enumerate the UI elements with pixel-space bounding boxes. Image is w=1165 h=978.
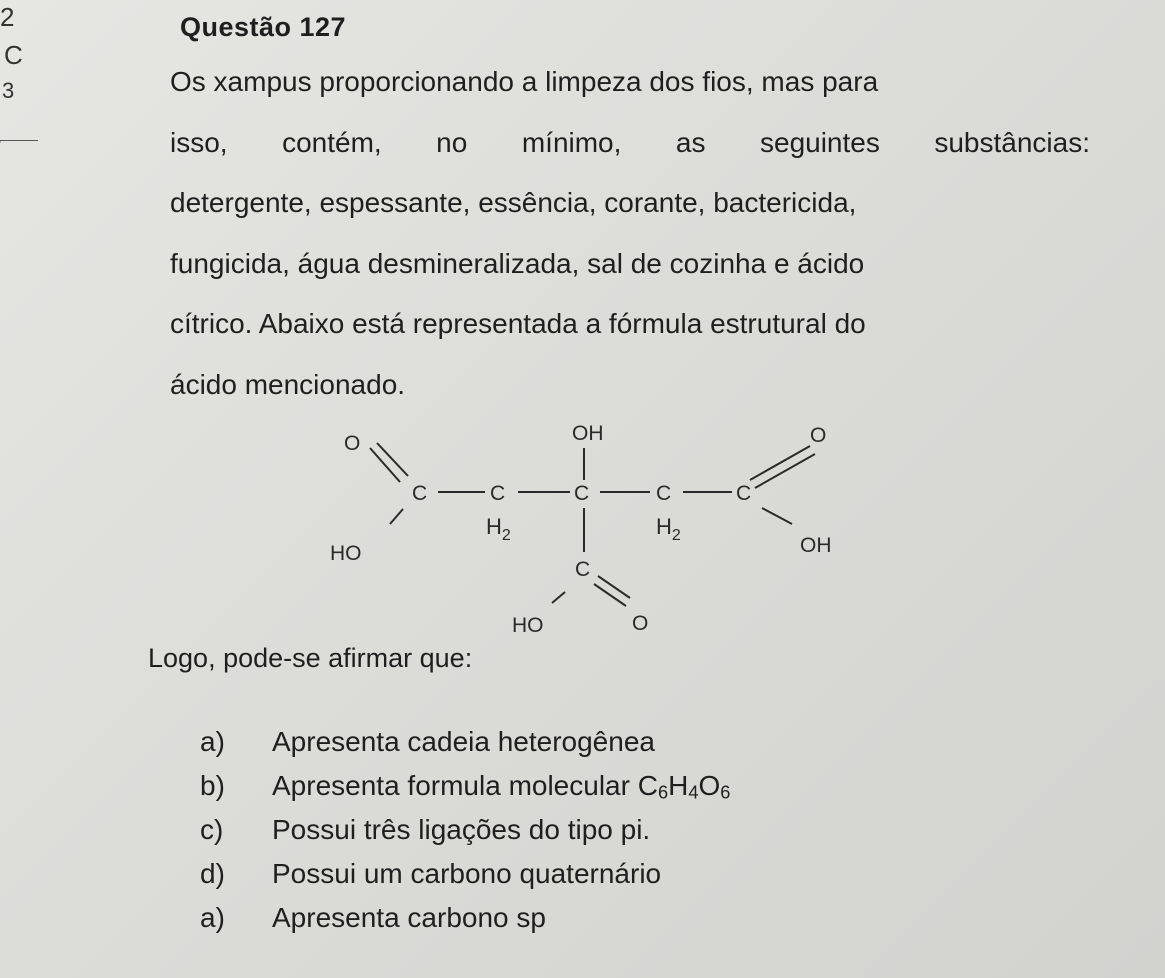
formula-h-count: 4 xyxy=(688,782,699,803)
formula-c-count: 6 xyxy=(657,782,669,803)
option-b[interactable] xyxy=(200,764,730,808)
atom-oh-right: OH xyxy=(800,534,832,557)
atom-h2-right xyxy=(656,514,681,544)
margin-mark-3: 3 xyxy=(2,78,15,103)
margin-mark-2: 2 xyxy=(0,2,15,32)
margin-mark-c: C xyxy=(4,40,23,70)
option-letter: c) xyxy=(200,814,224,845)
option-text: Possui um carbono quaternário xyxy=(272,858,662,889)
question-lead: Logo, pode-se afirmar que: xyxy=(148,643,473,673)
atom-h2-left xyxy=(486,514,511,544)
question-title: Questão 127 xyxy=(180,12,347,42)
h2-left-letter: H xyxy=(486,514,502,539)
paragraph-line: cítrico. Abaixo está representada a fórmula estrutural do xyxy=(170,308,866,339)
option-text: Apresenta carbono sp xyxy=(272,902,546,933)
atom-c4: C xyxy=(656,482,672,505)
atom-c5: C xyxy=(736,482,752,505)
margin-rule xyxy=(0,140,38,141)
option-letter: a) xyxy=(200,902,225,933)
paragraph-line: ácido mencionado. xyxy=(170,368,406,400)
atom-oh-top: OH xyxy=(572,422,604,445)
h2-right-subscript: 2 xyxy=(671,527,681,544)
formula-o-count: 6 xyxy=(720,782,731,803)
option-a[interactable] xyxy=(200,720,730,764)
option-text: Possui três ligações do tipo pi. xyxy=(272,814,651,845)
paragraph-line: Os xampus proporcionando a limpeza dos fios, mas para xyxy=(170,66,879,97)
option-letter: a) xyxy=(200,726,225,757)
paragraph-line: detergente, espessante, essência, corante, bactericida, xyxy=(170,187,857,218)
citric-acid-structure xyxy=(300,400,900,650)
option-text: Apresenta formula molecular xyxy=(272,770,638,801)
margin-curve xyxy=(0,140,1,240)
paragraph-line: isso, contém, no mínimo, as seguintes substâncias: xyxy=(170,126,1090,158)
paragraph-line: fungicida, água desmineralizada, sal de cozinha e ácido xyxy=(170,247,865,279)
atom-c6: C xyxy=(575,558,591,581)
h2-right-letter: H xyxy=(656,514,672,539)
option-c[interactable] xyxy=(200,808,730,852)
option-d[interactable] xyxy=(200,852,730,896)
option-e[interactable] xyxy=(200,896,730,940)
atom-c1: C xyxy=(412,482,428,505)
bond-lines xyxy=(370,443,815,606)
option-letter: b) xyxy=(200,770,225,801)
molecular-formula xyxy=(638,770,731,801)
atom-c2: C xyxy=(490,482,506,505)
atom-c3: C xyxy=(574,482,590,505)
atom-ho-left: HO xyxy=(330,542,362,565)
answer-options xyxy=(200,720,730,940)
option-letter: d) xyxy=(200,858,225,889)
formula-c: C xyxy=(637,770,658,801)
atom-o-bottom: O xyxy=(632,612,649,635)
option-text: Apresenta cadeia heterogênea xyxy=(272,726,655,757)
formula-o: O xyxy=(698,770,721,801)
atom-o-top-left: O xyxy=(344,432,361,455)
question-paragraph xyxy=(170,52,1090,415)
h2-left-subscript: 2 xyxy=(501,527,511,544)
formula-h: H xyxy=(668,770,689,801)
atom-o-top-right: O xyxy=(810,424,827,447)
atom-ho-bottom: HO xyxy=(512,614,544,637)
